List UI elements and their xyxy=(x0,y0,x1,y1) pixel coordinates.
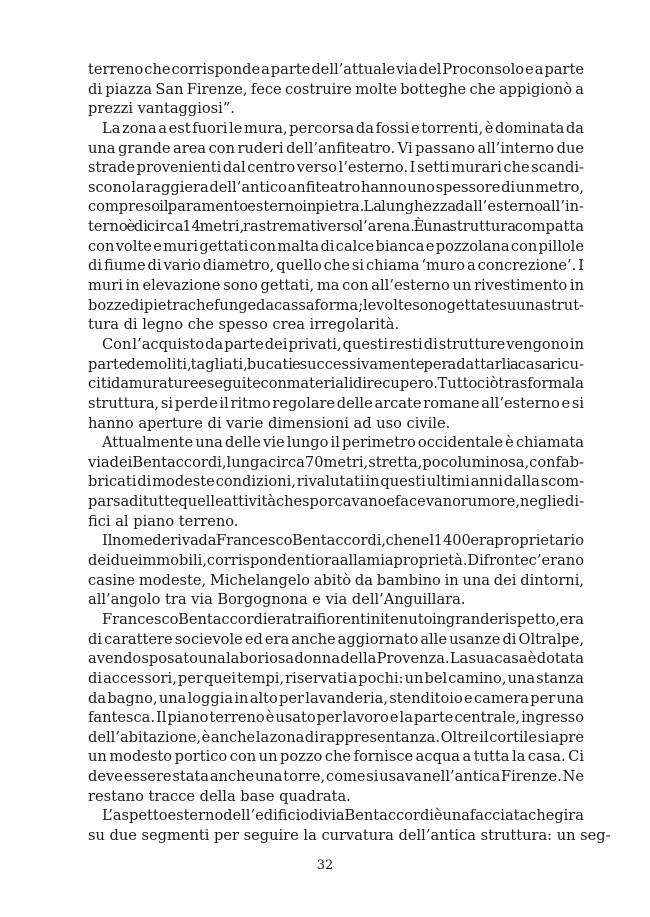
text-line: prezzi vantaggiosi”. xyxy=(88,100,235,118)
text-line: di accessori, per quei tempi, riservati a pochi: un bel camino, una stanza xyxy=(88,669,584,687)
text-line: Attualmente una delle vie lungo il perimetro occidentale è chiamata xyxy=(102,434,584,452)
text-line: hanno aperture di varie dimensioni ad uso civile. xyxy=(88,414,451,432)
text-line: scono la raggiera dell’antico anfiteatro hanno uno spessore di un metro, xyxy=(88,178,584,196)
text-line: muri in elevazione sono gettati, ma con all’esterno un rivestimento in xyxy=(88,277,584,295)
text-line: fantesca. Il piano terreno è usato per lavoro e la parte centrale, ingresso xyxy=(88,709,584,727)
text-line: tura di legno che spesso crea irregolarità. xyxy=(88,316,400,334)
text-line: La zona a est fuori le mura, percorsa da fossi e torrenti, è dominata da xyxy=(102,119,584,137)
text-line: di piazza San Firenze, fece costruire molte botteghe che appigionò a xyxy=(88,80,584,98)
page-body xyxy=(88,60,611,846)
text-line: di fiume di vario diametro, quello che si chiama ‘muro a concrezione’. I xyxy=(88,257,584,275)
text-line: fici al piano terreno. xyxy=(88,512,239,530)
paragraph-6 xyxy=(88,610,584,806)
text-line: con volte e muri gettati con malta di calce bianca e pozzolana con pillole xyxy=(88,237,584,255)
text-line: Con l’acquisto da parte dei privati, questi resti di strutture vengono in xyxy=(102,335,584,353)
text-line: all’angolo tra via Borgognona e via dell’Anguillara. xyxy=(88,591,466,609)
text-line: casine modeste, Michelangelo abitò da bambino in una dei dintorni, xyxy=(88,571,584,589)
text-line: strade provenienti dal centro verso l’esterno. I setti murari che scandi- xyxy=(88,159,584,177)
text-line: deve essere stata anche una torre, come si usava nell’antica Firenze. Ne xyxy=(88,768,584,786)
text-line: su due segmenti per seguire la curvatura dell’antica struttura: un seg- xyxy=(88,826,611,844)
text-line: dell’abitazione, è anche la zona di rappresentanza. Oltre il cortile si apre xyxy=(88,728,584,746)
text-line: L’aspetto esterno dell’edificio di via Bentaccordi è una facciata che gira xyxy=(102,807,584,825)
text-line: parsa di tutte quelle attività che sporcavano e facevano rumore, negli edi- xyxy=(88,493,584,511)
text-line: un modesto portico con un pozzo che fornisce acqua a tutta la casa. Ci xyxy=(88,748,584,766)
text-line: Francesco Bentaccordi era tra i fiorentini tenuto in grande rispetto, era xyxy=(102,610,584,628)
paragraph-5 xyxy=(88,531,584,610)
text-line: dei due immobili, corrispondenti ora alla mia proprietà. Di fronte c’erano xyxy=(88,552,584,570)
text-line: una grande area con ruderi dell’anfiteatro. Vi passano all’interno due xyxy=(88,139,584,157)
text-line: Il nome deriva da Francesco Bentaccordi, che nel 1400 era proprietario xyxy=(102,532,584,550)
paragraph-7 xyxy=(88,806,611,845)
text-line: bozze di pietra che funge da cassaforma; le volte sono gettate su una strut- xyxy=(88,296,584,314)
text-line: restano tracce della base quadrata. xyxy=(88,787,351,805)
text-line: da bagno, una loggia in alto per lavanderia, stenditoio e camera per una xyxy=(88,689,584,707)
paragraph-4 xyxy=(88,433,584,531)
paragraph-2 xyxy=(88,119,584,335)
text-line: struttura, si perde il ritmo regolare delle arcate romane all’esterno e si xyxy=(88,394,584,412)
text-line: citi da murature eseguite con materiali di recupero. Tutto ciò trasforma la xyxy=(88,375,584,393)
text-line: parte demoliti, tagliati, bucati e successivamente per adattarli a casa ricu- xyxy=(88,355,584,373)
text-line: di carattere socievole ed era anche aggiornato alle usanze di Oltralpe, xyxy=(88,630,584,648)
paragraph-3 xyxy=(88,335,584,433)
text-line: terreno che corrisponde a parte dell’attuale via del Proconsolo e a parte xyxy=(88,61,584,78)
text-line: terno è di circa 14 metri, rastremati verso l’arena. È una struttura compatta xyxy=(88,218,584,236)
text-line: compreso il paramento esterno in pietra. La lunghezza dall’esterno all’in- xyxy=(88,198,584,216)
text-line: avendo sposato una laboriosa donna della Provenza. La sua casa è dotata xyxy=(88,650,584,668)
text-line: via dei Bentaccordi, lunga circa 70 metri, stretta, poco luminosa, con fab- xyxy=(88,453,584,471)
paragraph-1 xyxy=(88,60,584,119)
text-line: bricati di modeste condizioni, rivalutati in questi ultimi anni dalla scom- xyxy=(88,473,584,491)
page-number: 32 xyxy=(316,858,334,873)
